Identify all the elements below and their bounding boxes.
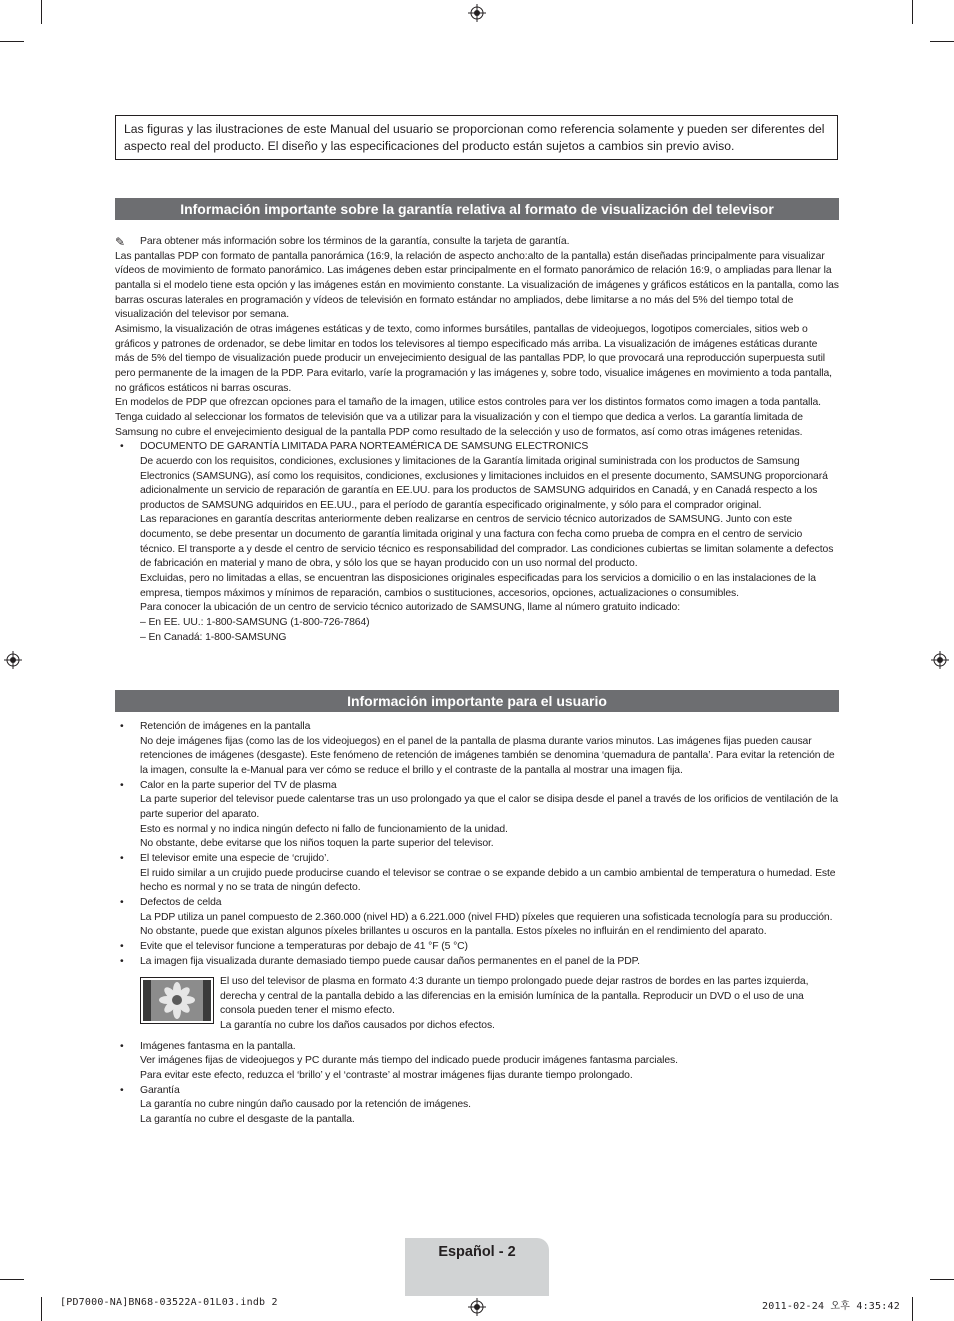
warranty-paragraph-1: Las pantallas PDP con formato de pantalla panorámica (16:9, la relación de aspecto ancho:alto de la pantalla) están diseñadas principalmente para visualizar vídeos de movimiento de formato panorámico. Las imágenes deben estar principalmente en el formato panorámico de relación 16:9, o ampliadas para llenar la pantalla si el modelo tiene esta opción y las imágenes están en movimiento constante. La visualización de imágenes y gráficos estáticos en la pantalla, como las barras oscuras laterales en programación y vídeos de televisión en formato estándar no ampliados, debe limitarse a no más del 5% del tiempo total de visualización del televisor por semana. [115, 250, 839, 321]
bullet-glyph: • [120, 441, 124, 453]
warranty-note [115, 235, 839, 250]
warranty-section-heading: Información importante sobre la garantía relativa al formato de visualización del televisor [115, 198, 839, 220]
print-file-info: [PD7000-NA]BN68-03522A-01L03.indb 2 [60, 1297, 278, 1308]
warranty-section-body [115, 235, 839, 645]
item-title: Calor en la parte superior del TV de plasma [140, 779, 337, 791]
crop-mark [930, 1279, 954, 1280]
registration-mark-icon [931, 651, 949, 669]
bullet-glyph: • [120, 852, 124, 864]
warranty-document-title: DOCUMENTO DE GARANTÍA LIMITADA PARA NORTEAMÉRICA DE SAMSUNG ELECTRONICS [140, 441, 589, 453]
list-item [115, 940, 839, 955]
crop-mark [912, 0, 913, 24]
warranty-paragraph-4: Tenga cuidado al seleccionar los formatos de televisión que va a utilizar para la visualización y con el tiempo que dedica a verlos. La garantía limitada de Samsung no cubre el envejecimiento desigual de la pantalla PDP como resultado de la selección y uso de formatos, así como otras imágenes retenidas. [115, 411, 803, 438]
page-number: Español - 2 [438, 1244, 516, 1260]
bullet-glyph: • [120, 721, 124, 732]
crop-mark [41, 0, 42, 24]
pencil-note-icon: ✎ [115, 235, 125, 249]
bullet-glyph: • [120, 955, 124, 967]
item-title: Retención de imágenes en la pantalla [140, 721, 311, 732]
item-title: El televisor emite una especie de ‘crujido’. [140, 852, 330, 864]
warranty-document-p4: Para conocer la ubicación de un centro de servicio técnico autorizado de SAMSUNG, llame al número gratuito indicado: [140, 602, 680, 614]
list-item [115, 955, 839, 970]
warranty-document-p3: Excluidas, pero no limitadas a ellas, se encuentran las disposiciones originales especificadas para los servicios a domicilio o en las instalaciones de la empresa, tiempos máximos y mínimos de reparación, cambios o sustituciones, accesorios, opciones, actualizaciones o consumibles. [140, 573, 816, 599]
warranty-phone-canada: – En Canadá: 1-800-SAMSUNG [140, 631, 287, 643]
crop-mark [41, 1297, 42, 1321]
warranty-document-p1: De acuerdo con los requisitos, condiciones, exclusiones y limitaciones de la Garantía limitada original suministrada con los productos de Samsung Electronics (SAMSUNG), así como los requisitos, condiciones, exclusiones y limitaciones incluidos en el presente documento, SAMSUNG proporcionará adicionalmente un servicio de reparación de garantía en EE.UU. para los productos de SAMSUNG adquiridos en Canadá, y en Canadá respecto a los productos de SAMSUNG adquiridos en EE.UU., para el período de garantía especificado originalmente, y sólo para el comprador original. [140, 455, 828, 511]
item-text: El uso del televisor de plasma en formato 4:3 durante un tiempo prolongado puede dejar rastros de bordes en las partes izquierda, derecha y central de la pantalla debido a las diferencias en la emisión lumínica de la pantalla. Reproducir un DVD o el uso de una consola pueden tener el mismo efecto. [220, 976, 809, 1017]
item-title: La imagen fija visualizada durante demasiado tiempo puede causar daños permanentes en el panel de la PDP. [140, 955, 640, 967]
item-text: La garantía no cubre ningún daño causado por la retención de imágenes. [140, 1099, 471, 1111]
crop-mark [0, 1279, 24, 1280]
registration-mark-icon [468, 1298, 486, 1316]
crop-mark [0, 41, 24, 42]
item-title: Evite que el televisor funcione a temperaturas por debajo de 41 °F (5 °C) [140, 940, 468, 952]
item-text: Ver imágenes fijas de videojuegos y PC durante más tiempo del indicado puede producir imágenes fantasma parciales. [140, 1055, 678, 1067]
burn-in-illustration-row [140, 975, 839, 1034]
warranty-note-text: Para obtener más información sobre los términos de la garantía, consulte la tarjeta de garantía. [140, 236, 570, 247]
item-title: Garantía [140, 1084, 180, 1096]
item-text: No deje imágenes fijas (como las de los videojuegos) en el panel de la pantalla de plasma durante varios minutos. Las imágenes fijas pueden causar retenciones de imágenes (desgaste). Este fenómeno de retención de imágenes también se denomina ‘quemadura de pantalla’. Para evitar la retención de la imagen, consulte la e-Manual para ver cómo se reduce el brillo y el contraste de la pantalla al mostrar una imagen fija. [140, 735, 835, 776]
item-text: Para evitar este efecto, reduzca el ‘brillo’ y el ‘contraste’ al mostrar imágenes fijas durante tiempo prolongado. [140, 1070, 633, 1082]
bullet-glyph: • [120, 896, 124, 908]
print-datetime: 2011-02-24 오후 4:35:42 [762, 1301, 900, 1312]
warranty-paragraph-3: En modelos de PDP que ofrezcan opciones para el tamaño de la imagen, utilice estos controles para ver los distintos formatos como imagen a toda pantalla. [115, 397, 821, 409]
item-text: Esto es normal y no indica ningún defecto ni fallo de funcionamiento de la unidad. [140, 823, 508, 835]
bullet-glyph: • [120, 779, 124, 791]
item-title: Defectos de celda [140, 896, 222, 908]
list-item [115, 779, 839, 852]
list-item [115, 1084, 839, 1128]
item-text: La garantía no cubre los daños causados por dichos efectos. [220, 1020, 495, 1032]
user-info-section-body [115, 720, 839, 1128]
bullet-glyph: • [120, 940, 124, 952]
user-info-section-heading: Información importante para el usuario [115, 690, 839, 712]
item-text: La garantía no cubre el desgaste de la pantalla. [140, 1114, 355, 1126]
warranty-phone-usa: – En EE. UU.: 1-800-SAMSUNG (1-800-726-7864) [140, 617, 370, 629]
bullet-glyph: • [120, 1084, 124, 1096]
item-text: No obstante, debe evitarse que los niños toquen la parte superior del televisor. [140, 838, 494, 850]
item-text: La parte superior del televisor puede calentarse tras un uso prolongado ya que el calor se disipa desde el panel a través de los orificios de ventilación de la parte superior del aparato. [140, 794, 839, 820]
list-item [115, 720, 839, 779]
disclaimer-notice: Las figuras y las ilustraciones de este Manual del usuario se proporcionan como referencia solamente y pueden ser diferentes del aspecto real del producto. El diseño y las especificaciones del producto están sujetos a cambios sin previo aviso. [115, 115, 838, 160]
item-text: La PDP utiliza un panel compuesto de 2.360.000 (nivel HD) a 6.221.000 (nivel FHD) píxeles que requieren una sofisticada tecnología para su producción. No obstante, puede que existan algunos píxeles brillantes u oscuros en la pantalla. Estos píxeles no influirán en el rendimiento del aparato. [140, 911, 833, 938]
flower-screen-image [140, 977, 214, 1024]
item-text: El ruido similar a un crujido puede producirse cuando el televisor se contrae o se expande debido a un cambio ambiental de temperatura o humedad. Este hecho es normal y no se trata de ningún defecto. [140, 867, 836, 894]
registration-mark-icon [468, 4, 486, 22]
crop-mark [912, 1297, 913, 1321]
bullet-glyph: • [120, 1040, 124, 1052]
list-item [115, 852, 839, 896]
warranty-paragraph-2: Asimismo, la visualización de otras imágenes estáticas y de texto, como informes bursátiles, pantallas de videojuegos, logotipos comerciales, sitios web o gráficos y patrones de ordenador, se debe limitar en todos los televisores al tiempo especificado más arriba. La visualización de imágenes estáticas durante más de 5% del tiempo de visualización puede producir un envejecimiento desigual de las pantallas PDP, lo que provocará una reproducción superpuesta sutil pero permanente de la imagen de la PDP. Para evitarlo, varíe la programación y las imágenes y, sobre todo, visualice imágenes en movimiento a toda pantalla, no gráficos estáticos ni barras oscuras. [115, 323, 832, 394]
registration-mark-icon [4, 651, 22, 669]
list-item [115, 440, 839, 645]
list-item [115, 1040, 839, 1084]
item-title: Imágenes fantasma en la pantalla. [140, 1040, 296, 1052]
crop-mark [930, 41, 954, 42]
warranty-document-p2: Las reparaciones en garantía descritas anteriormente deben realizarse en centros de servicio técnico autorizados de SAMSUNG. Junto con este documento, se debe presentar un documento de garantía limitada original y una factura con fecha como prueba de compra en el centro de servicio técnico. El transporte a y desde el centro de servicio técnico es responsabilidad del comprador. Las condiciones cubiertas se limitan solamente a defectos de fabricación en material y mano de obra, y sólo los que se hayan producido con un uso normal del producto. [140, 514, 834, 570]
list-item [115, 896, 839, 940]
